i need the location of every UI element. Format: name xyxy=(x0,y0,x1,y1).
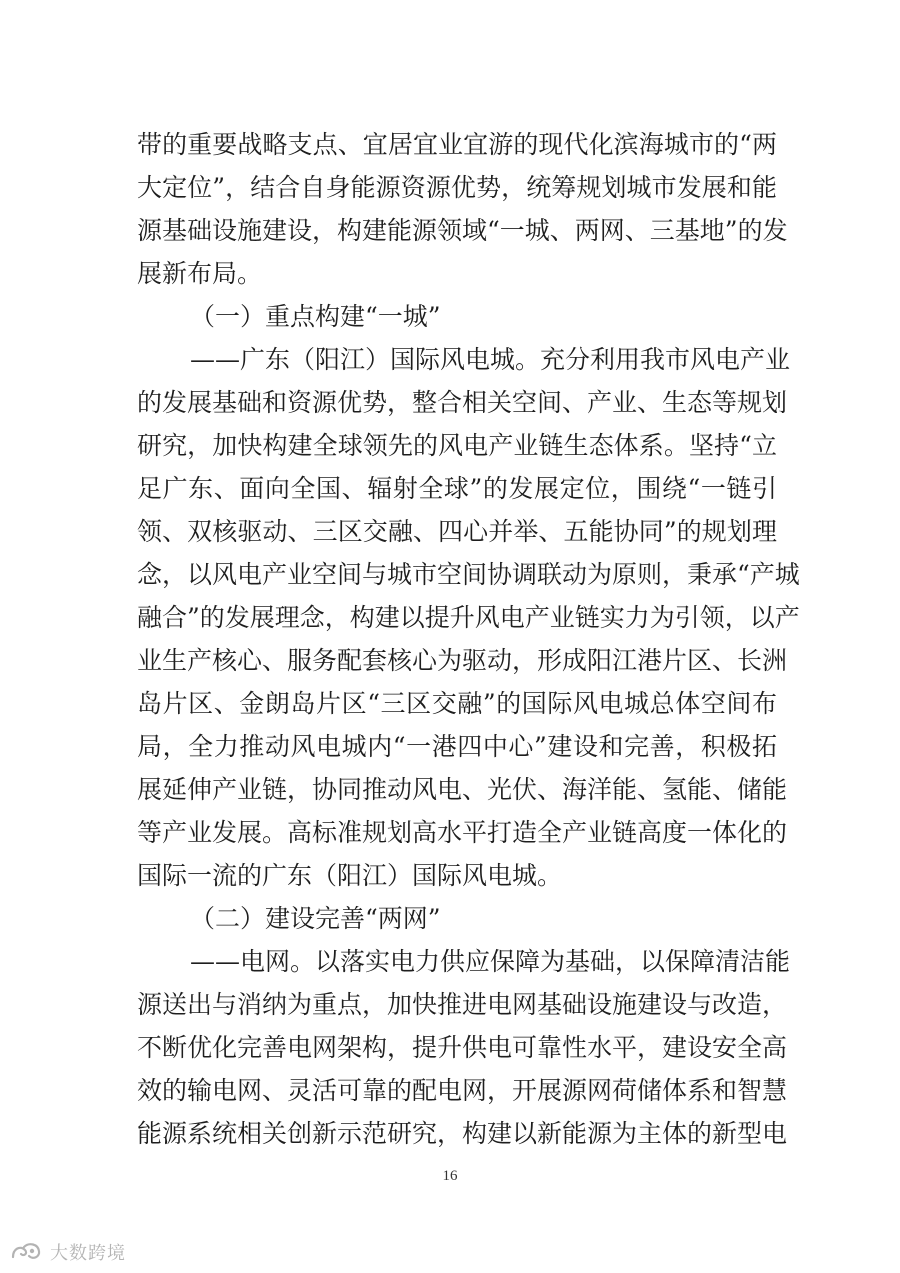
body-text-line: 源基础设施建设，构建能源领域“一城、两网、三基地”的发 xyxy=(137,216,788,245)
section-heading-one-city: （一）重点构建“一城” xyxy=(190,302,441,331)
body-text-line: 能源系统相关创新示范研究，构建以新能源为主体的新型电 xyxy=(137,1119,788,1148)
body-text-line: 效的输电网、灵活可靠的配电网，开展源网荷储体系和智慧 xyxy=(137,1076,788,1105)
body-text-line: 领、双核驱动、三区交融、四心并举、五能协同”的规划理 xyxy=(137,517,777,546)
body-text-line: 等产业发展。高标准规划高水平打造全产业链高度一体化的 xyxy=(137,818,788,847)
body-text-line: 业生产核心、服务配套核心为驱动，形成阳江港片区、长洲 xyxy=(137,646,788,675)
body-text-line: ——电网。以落实电力供应保障为基础，以保障清洁能 xyxy=(190,947,791,976)
body-text-line: 研究，加快构建全球领先的风电产业链生态体系。坚持“立 xyxy=(137,431,777,460)
body-text-line: 念，以风电产业空间与城市空间协调联动为原则，秉承“产城 xyxy=(137,560,800,589)
watermark-text: 大数跨境 xyxy=(50,1243,126,1264)
page-number: 16 xyxy=(442,1168,458,1184)
body-text-line: 源送出与消纳为重点，加快推进电网基础设施建设与改造， xyxy=(137,990,788,1019)
body-text-line: 不断优化完善电网架构，提升供电可靠性水平，建设安全高 xyxy=(137,1033,788,1062)
body-text-line: 国际一流的广东（阳江）国际风电城。 xyxy=(137,861,563,890)
section-heading-two-grids: （二）建设完善“两网” xyxy=(190,904,441,933)
body-text-line: 展延伸产业链，协同推动风电、光伏、海洋能、氢能、储能 xyxy=(137,775,788,804)
body-text-line: 展新布局。 xyxy=(137,259,263,288)
body-text-line: 带的重要战略支点、宜居宜业宜游的现代化滨海城市的“两 xyxy=(137,130,777,159)
body-text-line: 足广东、面向全国、辐射全球”的发展定位，围绕“一链引 xyxy=(137,474,777,503)
body-text-line: ——广东（阳江）国际风电城。充分利用我市风电产业 xyxy=(190,345,791,374)
brand-logo-icon xyxy=(10,1241,44,1263)
watermark xyxy=(10,1238,126,1266)
body-text-line: 的发展基础和资源优势，整合相关空间、产业、生态等规划 xyxy=(137,388,788,417)
body-text-line: 大定位”，结合自身能源资源优势，统筹规划城市发展和能 xyxy=(137,173,777,202)
body-text-line: 岛片区、金朗岛片区“三区交融”的国际风电城总体空间布 xyxy=(137,689,777,718)
body-text-line: 局，全力推动风电城内“一港四中心”建设和完善，积极拓 xyxy=(137,732,777,761)
body-text-line: 融合”的发展理念，构建以提升风电产业链实力为引领，以产 xyxy=(137,603,800,632)
